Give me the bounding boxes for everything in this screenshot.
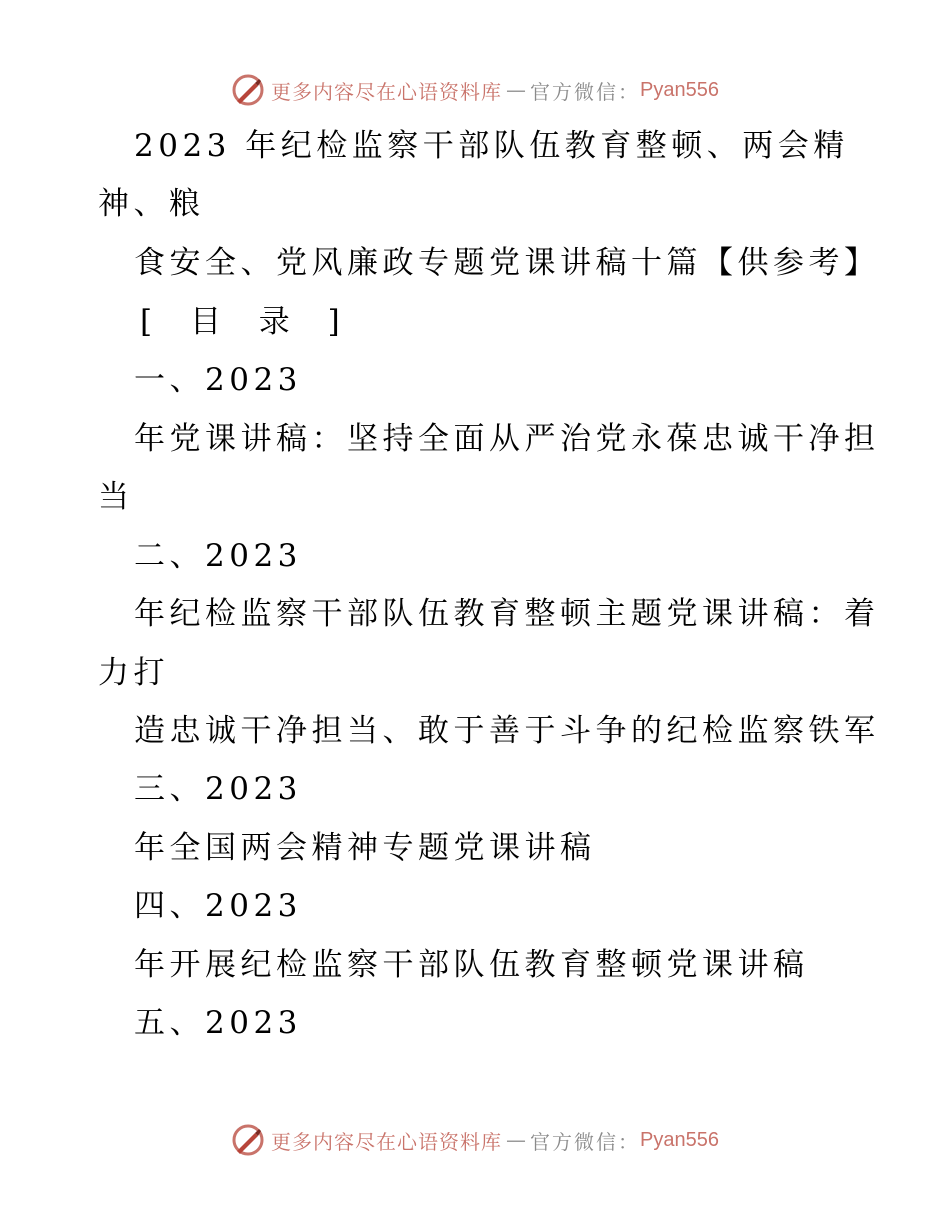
toc-item-2-number: 二、2023 (134, 538, 302, 574)
pen-logo-icon (231, 73, 265, 107)
title-line-1: 2023 年纪检监察干部队伍教育整顿、两会精 (134, 128, 849, 164)
watermark-text: 更多内容尽在心语资料库 (271, 79, 503, 104)
pen-logo-icon (231, 1123, 265, 1157)
toc-item-5-number: 五、2023 (134, 1005, 302, 1041)
watermark-text: 更多内容尽在心语资料库 (271, 1129, 503, 1154)
toc-item-2-title: 年纪检监察干部队伍教育整顿主题党课讲稿：着 (134, 596, 880, 632)
toc-item-3-number: 三、2023 (134, 771, 302, 807)
toc-item-2-title-cont-2: 造忠诚干净担当、敢于善于斗争的纪检监察铁军 (134, 713, 880, 749)
title-line-2: 神、粮 (98, 186, 205, 222)
toc-item-1-number: 一、2023 (134, 362, 302, 398)
toc-heading: [ 目 录 ] (140, 304, 354, 340)
watermark-wechat-id: Pyan556 (640, 78, 719, 101)
watermark-dash: — (506, 1128, 527, 1152)
toc-item-4-number: 四、2023 (134, 888, 302, 924)
toc-item-3-title: 年全国两会精神专题党课讲稿 (134, 830, 596, 866)
toc-item-1-title: 年党课讲稿：坚持全面从严治党永葆忠诚干净担 (134, 421, 880, 457)
toc-item-4-title: 年开展纪检监察干部队伍教育整顿党课讲稿 (134, 947, 809, 983)
toc-item-1-title-cont: 当 (98, 479, 134, 515)
watermark-dash: — (506, 78, 527, 102)
watermark-wechat-id: Pyan556 (640, 1128, 719, 1151)
watermark-wechat-label: 官方微信： (530, 79, 641, 104)
watermark-wechat-label: 官方微信： (530, 1129, 641, 1154)
title-line-3: 食安全、党风廉政专题党课讲稿十篇【供参考】 (134, 245, 880, 281)
watermark-banner-bottom (0, 1120, 950, 1160)
toc-item-2-title-cont: 力打 (98, 655, 169, 691)
watermark-banner-top (0, 70, 950, 110)
